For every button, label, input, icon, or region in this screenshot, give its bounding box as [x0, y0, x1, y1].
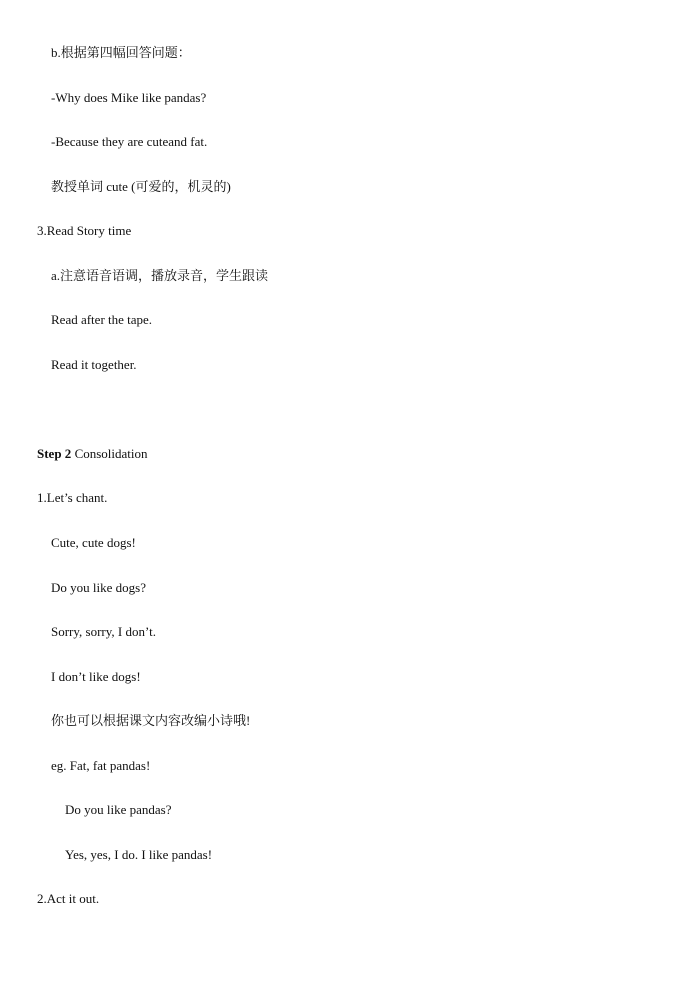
chant-note: 你也可以根据课文内容改编小诗哦! — [51, 713, 251, 728]
chant-line: Sorry, sorry, I don’t. — [51, 624, 156, 639]
chant-line: I don’t like dogs! — [51, 669, 141, 684]
section-3-heading: 3.Read Story time — [37, 223, 132, 238]
example-line: Yes, yes, I do. I like pandas! — [65, 847, 213, 862]
example-line: eg. Fat, fat pandas! — [51, 758, 151, 773]
step-2-heading — [37, 446, 148, 462]
act-heading: 2.Act it out. — [37, 891, 100, 906]
chant-line: Do you like dogs? — [51, 580, 146, 595]
section-3-a-label: a.注意语音语调，播放录音，学生跟读 — [51, 268, 269, 283]
question-b-label: b.根据第四幅回答问题： — [51, 45, 191, 60]
question-line: -Why does Mike like pandas? — [51, 90, 207, 105]
section-3-line: Read it together. — [51, 357, 137, 372]
chant-heading: 1.Let’s chant. — [37, 490, 108, 505]
chant-line: Cute, cute dogs! — [51, 535, 136, 550]
vocabulary-line: 教授单词 cute (可爱的，机灵的) — [51, 179, 231, 194]
section-3-line: Read after the tape. — [51, 312, 153, 327]
step-2-title: Consolidation — [71, 446, 148, 461]
step-2-label: Step 2 — [37, 446, 72, 461]
answer-line: -Because they are cuteand fat. — [51, 134, 208, 149]
example-line: Do you like pandas? — [65, 802, 172, 817]
